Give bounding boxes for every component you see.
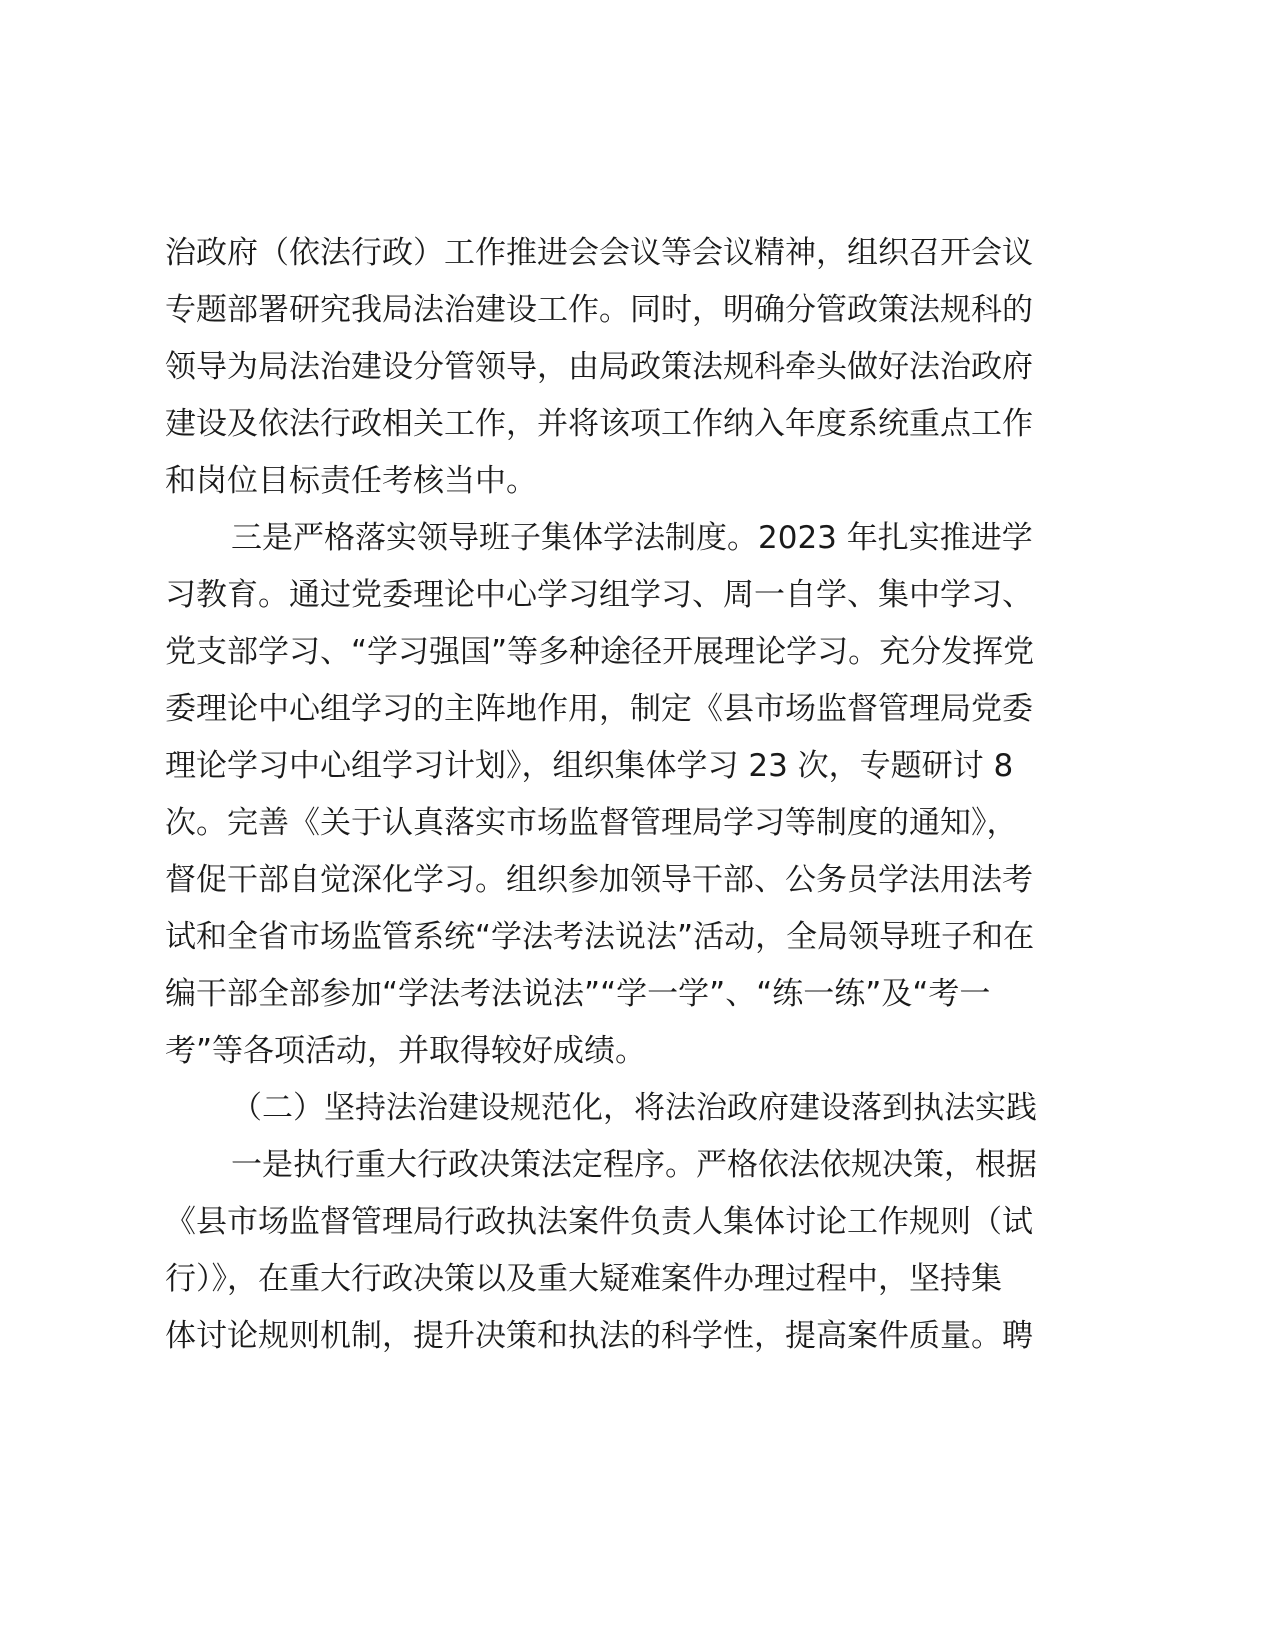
text-line: 理论学习中心组学习计划》，组织集体学习 23 次，专题研讨 8 — [165, 748, 1014, 784]
text-line: 委理论中心组学习的主阵地作用，制定《县市场监督管理局党委 — [165, 691, 1033, 727]
text-line: 建设及依法行政相关工作，并将该项工作纳入年度系统重点工作 — [165, 406, 1033, 442]
text-line: 编干部全部参加“学法考法说法”“学一学”、“练一练”及“考一 — [165, 976, 991, 1012]
document-body — [165, 225, 1110, 1365]
text-line: 考”等各项活动，并取得较好成绩。 — [165, 1033, 647, 1069]
text-line: 一是执行重大行政决策法定程序。严格依法依规决策，根据 — [231, 1147, 1037, 1183]
text-line: 《县市场监督管理局行政执法案件负责人集体讨论工作规则（试 — [165, 1204, 1033, 1240]
text-line: 行）》，在重大行政决策以及重大疑难案件办理过程中，坚持集 — [165, 1261, 1002, 1297]
text-line: 专题部署研究我局法治建设工作。同时，明确分管政策法规科的 — [165, 292, 1033, 328]
text-line: 试和全省市场监管系统“学法考法说法”活动，全局领导班子和在 — [165, 919, 1035, 955]
text-line: 督促干部自觉深化学习。组织参加领导干部、公务员学法用法考 — [165, 862, 1033, 898]
text-line: 次。完善《关于认真落实市场监督管理局学习等制度的通知》， — [165, 805, 1018, 841]
text-line: 体讨论规则机制，提升决策和执法的科学性，提高案件质量。聘 — [165, 1318, 1033, 1354]
text-line: 习教育。通过党委理论中心学习组学习、周一自学、集中学习、 — [165, 577, 1033, 613]
text-line: 三是严格落实领导班子集体学法制度。2023 年扎实推进学 — [231, 520, 1033, 556]
text-line: 领导为局法治建设分管领导，由局政策法规科牵头做好法治政府 — [165, 349, 1033, 385]
text-line: 和岗位目标责任考核当中。 — [165, 463, 537, 499]
text-line: 党支部学习、“学习强国”等多种途径开展理论学习。充分发挥党 — [165, 634, 1035, 670]
text-line: 治政府（依法行政）工作推进会会议等会议精神，组织召开会议 — [165, 235, 1033, 271]
section-heading: （二）坚持法治建设规范化，将法治政府建设落到执法实践 — [231, 1090, 1037, 1126]
